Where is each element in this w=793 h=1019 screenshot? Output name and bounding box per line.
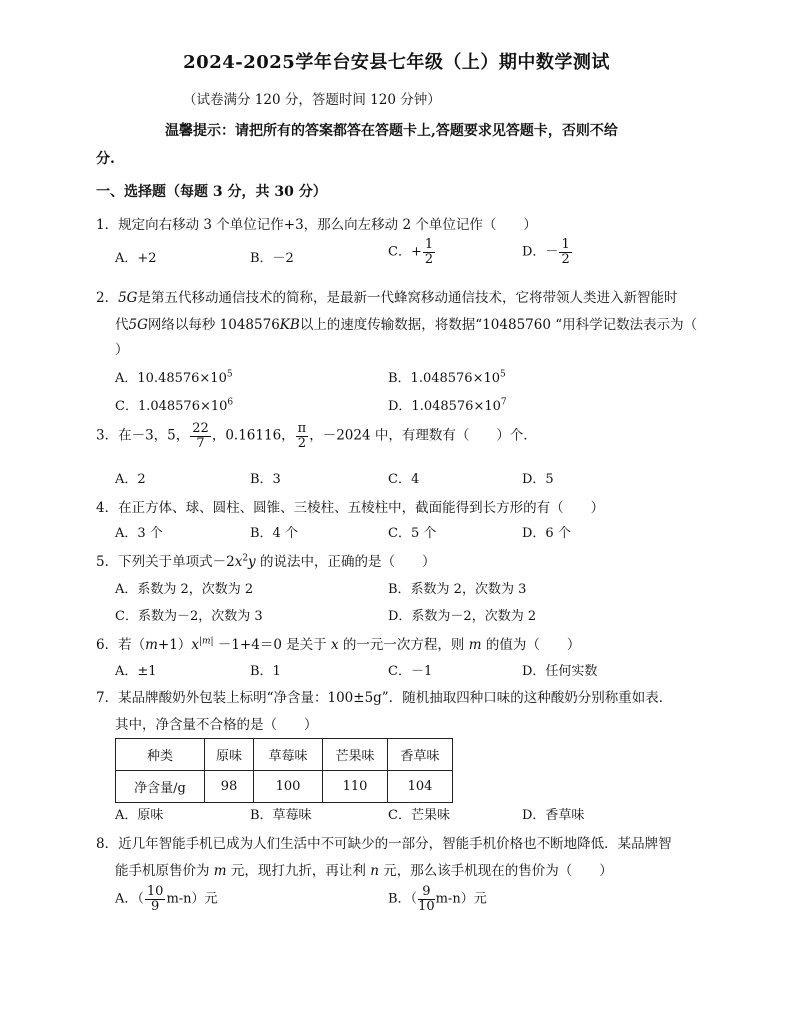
question-3-stem <box>96 422 537 450</box>
question-1-stem: 1．规定向右移动 3 个单位记作+3，那么向左移动 2 个单位记作（ ） <box>96 217 537 233</box>
fraction-denominator: 9 <box>151 898 160 914</box>
question-1-option-d <box>522 238 573 266</box>
option-text: B．（ <box>388 891 418 907</box>
question-2-option-c <box>115 395 233 414</box>
question-5-option-a: A．系数为 2，次数为 2 <box>115 582 254 597</box>
question-2-option-b <box>388 367 506 386</box>
question-3-option-d: D．5 <box>522 472 554 487</box>
fraction-numerator: 1 <box>561 237 570 252</box>
q2-text: 代 <box>115 317 129 333</box>
exponent: 6 <box>227 397 234 408</box>
variable-m: m <box>468 637 482 653</box>
variable-m: m <box>213 863 227 879</box>
fraction-denominator: 2 <box>561 251 570 267</box>
question-5-stem <box>96 550 435 570</box>
variable-n: n <box>370 863 379 879</box>
q2-number: 2． <box>96 290 119 306</box>
question-7-option-b: B．草莓味 <box>250 808 312 823</box>
table-header-row <box>116 739 453 771</box>
exponent: 5 <box>226 369 233 380</box>
q8-text: 元，那么该手机现在的售价为（ ） <box>378 863 613 879</box>
question-2-option-a <box>115 367 233 386</box>
q2-5g: 5G <box>118 290 138 306</box>
q5-text: 的说法中，正确的是（ ） <box>255 554 436 570</box>
question-2-line3: ） <box>115 342 129 358</box>
question-4-option-d: D．6 个 <box>522 526 571 541</box>
option-text: m-n）元 <box>435 891 487 907</box>
question-8-option-b <box>388 885 487 913</box>
table-cell: 98 <box>205 771 254 803</box>
q2-text: 网络以每秒 1048576 <box>147 317 280 333</box>
question-8-option-a <box>115 885 218 913</box>
q6-text: －1+4＝0 是关于 <box>213 637 331 653</box>
question-5-option-b: B．系数为 2，次数为 3 <box>388 582 527 597</box>
fraction-pi-over-2 <box>296 422 309 450</box>
fraction-numerator: 1 <box>424 237 434 252</box>
table-cell: 110 <box>323 771 388 803</box>
variable-x: x <box>331 637 339 653</box>
option-text: m-n）元 <box>166 891 218 907</box>
q2-5g: 5G <box>128 317 148 333</box>
table-header-cell: 香草味 <box>388 739 453 771</box>
option-text: D．1.048576×10 <box>388 399 501 414</box>
question-5-option-c: C．系数为－2，次数为 3 <box>115 609 263 624</box>
question-7-option-d: D．香草味 <box>522 808 585 823</box>
question-7-line2: 其中，净含量不合格的是（ ） <box>115 717 318 733</box>
fraction-one-half <box>423 238 435 266</box>
exam-subtitle: （试卷满分 120 分，答题时间 120 分钟） <box>183 92 441 108</box>
table-header-cell: 芒果味 <box>323 739 388 771</box>
question-2-line2 <box>115 313 697 333</box>
option-c-prefix: C．+ <box>388 244 422 260</box>
question-4-option-c: C．5 个 <box>388 526 437 541</box>
question-1-option-c <box>388 238 436 266</box>
q3-text: ，0.16116， <box>211 427 295 444</box>
q8-text: 能手机原售价为 <box>115 863 214 879</box>
q2-kb: KB <box>279 317 300 333</box>
q6-text: +1） <box>157 637 192 653</box>
fraction-numerator: 22 <box>192 421 209 436</box>
q2-text: 以上的速度传输数据，将数据“10485760 “用科学记数法表示为（ <box>299 317 698 333</box>
question-6-option-d: D．任何实数 <box>522 664 598 679</box>
variable-y: y <box>248 554 256 570</box>
question-3-option-b: B．3 <box>250 472 281 487</box>
fraction-denominator: 7 <box>196 435 205 451</box>
question-8-line2 <box>115 859 613 879</box>
question-2-line1 <box>96 286 677 306</box>
fraction-10-over-9 <box>145 885 166 913</box>
question-5-option-d: D．系数为－2，次数为 2 <box>388 609 537 624</box>
question-7-line1: 7．某品牌酸奶外包装上标明“净含量：100±5g”．随机抽取四种口味的这种酸奶分别称重如表． <box>96 690 673 706</box>
question-2-option-d <box>388 395 507 414</box>
question-7-option-c: C．芒果味 <box>388 808 450 823</box>
question-1-option-b: B．－2 <box>250 251 294 266</box>
question-4-option-a: A．3 个 <box>115 526 163 541</box>
question-6-option-c: C．－1 <box>388 664 433 679</box>
option-text: C．1.048576×10 <box>115 399 228 414</box>
net-content-table <box>115 738 453 803</box>
section-heading-multiple-choice: 一、选择题（每题 3 分，共 30 分） <box>96 184 327 200</box>
table-cell: 104 <box>388 771 453 803</box>
fraction-numerator: π <box>297 421 307 436</box>
exponent: 5 <box>500 369 506 380</box>
q2-text: 是第五代移动通信技术的简称，是最新一代蜂窝移动通信技术，它将带领人类进入新智能时 <box>137 290 678 306</box>
q3-text: ，－2024 中，有理数有（ ）个． <box>309 427 537 444</box>
warm-tip-line2: 分. <box>96 151 115 167</box>
question-3-option-c: C．4 <box>388 472 420 487</box>
fraction-denominator: 10 <box>418 898 435 914</box>
table-row-label: 净含量/g <box>116 771 205 803</box>
option-d-prefix: D．－ <box>522 244 559 260</box>
question-4-stem: 4．在正方体、球、圆柱、圆锥、三棱柱、五棱柱中，截面能得到长方形的有（ ） <box>96 500 605 516</box>
question-3-option-a: A．2 <box>115 472 146 487</box>
q6-text: 的值为（ ） <box>481 637 581 653</box>
option-text: B．1.048576×10 <box>388 371 501 386</box>
fraction-9-over-10 <box>418 885 435 913</box>
q8-text: 元，现打九折，再让利 <box>226 863 371 879</box>
exponent: 2 <box>242 553 249 564</box>
q5-text: 5．下列关于单项式－2 <box>96 554 235 570</box>
table-header-cell: 种类 <box>116 739 205 771</box>
variable-x: x <box>234 554 243 570</box>
q6-text: 的一元一次方程，则 <box>338 637 469 653</box>
q6-text: 6．若（ <box>96 637 146 653</box>
question-4-option-b: B．4 个 <box>250 526 298 541</box>
fraction-numerator: 10 <box>146 884 164 899</box>
question-7-option-a: A．原味 <box>115 808 164 823</box>
table-row <box>116 771 453 803</box>
question-6-option-a: A．±1 <box>115 664 157 679</box>
question-6-option-b: B．1 <box>250 664 281 679</box>
exponent: 7 <box>500 397 507 408</box>
fraction-denominator: 2 <box>424 251 434 267</box>
fraction-22-over-7 <box>190 422 211 450</box>
warm-tip-line1: 温馨提示：请把所有的答案都答在答题卡上,答题要求见答题卡，否则不给 <box>165 123 618 139</box>
q3-text: 3．在－3，5， <box>96 427 190 444</box>
table-header-cell: 草莓味 <box>254 739 323 771</box>
table-header-cell: 原味 <box>205 739 254 771</box>
question-6-stem <box>96 633 580 653</box>
question-8-line1: 8．近几年智能手机已成为人们生活中不可缺少的一部分，智能手机价格也不断地降低．某品牌智 <box>96 836 672 852</box>
fraction-denominator: 2 <box>297 435 307 451</box>
variable-x: x <box>191 637 199 653</box>
question-1-option-a: A．+2 <box>115 251 157 266</box>
variable-m: m <box>145 637 158 653</box>
exam-title: 2024-2025学年台安县七年级（上）期中数学测试 <box>183 52 610 73</box>
table-cell: 100 <box>254 771 323 803</box>
option-text: A．（ <box>115 891 144 907</box>
option-text: A．10.48576×10 <box>115 371 227 386</box>
exponent-abs-m: |m| <box>198 636 214 647</box>
fraction-one-half <box>559 238 571 266</box>
fraction-numerator: 9 <box>418 885 435 900</box>
